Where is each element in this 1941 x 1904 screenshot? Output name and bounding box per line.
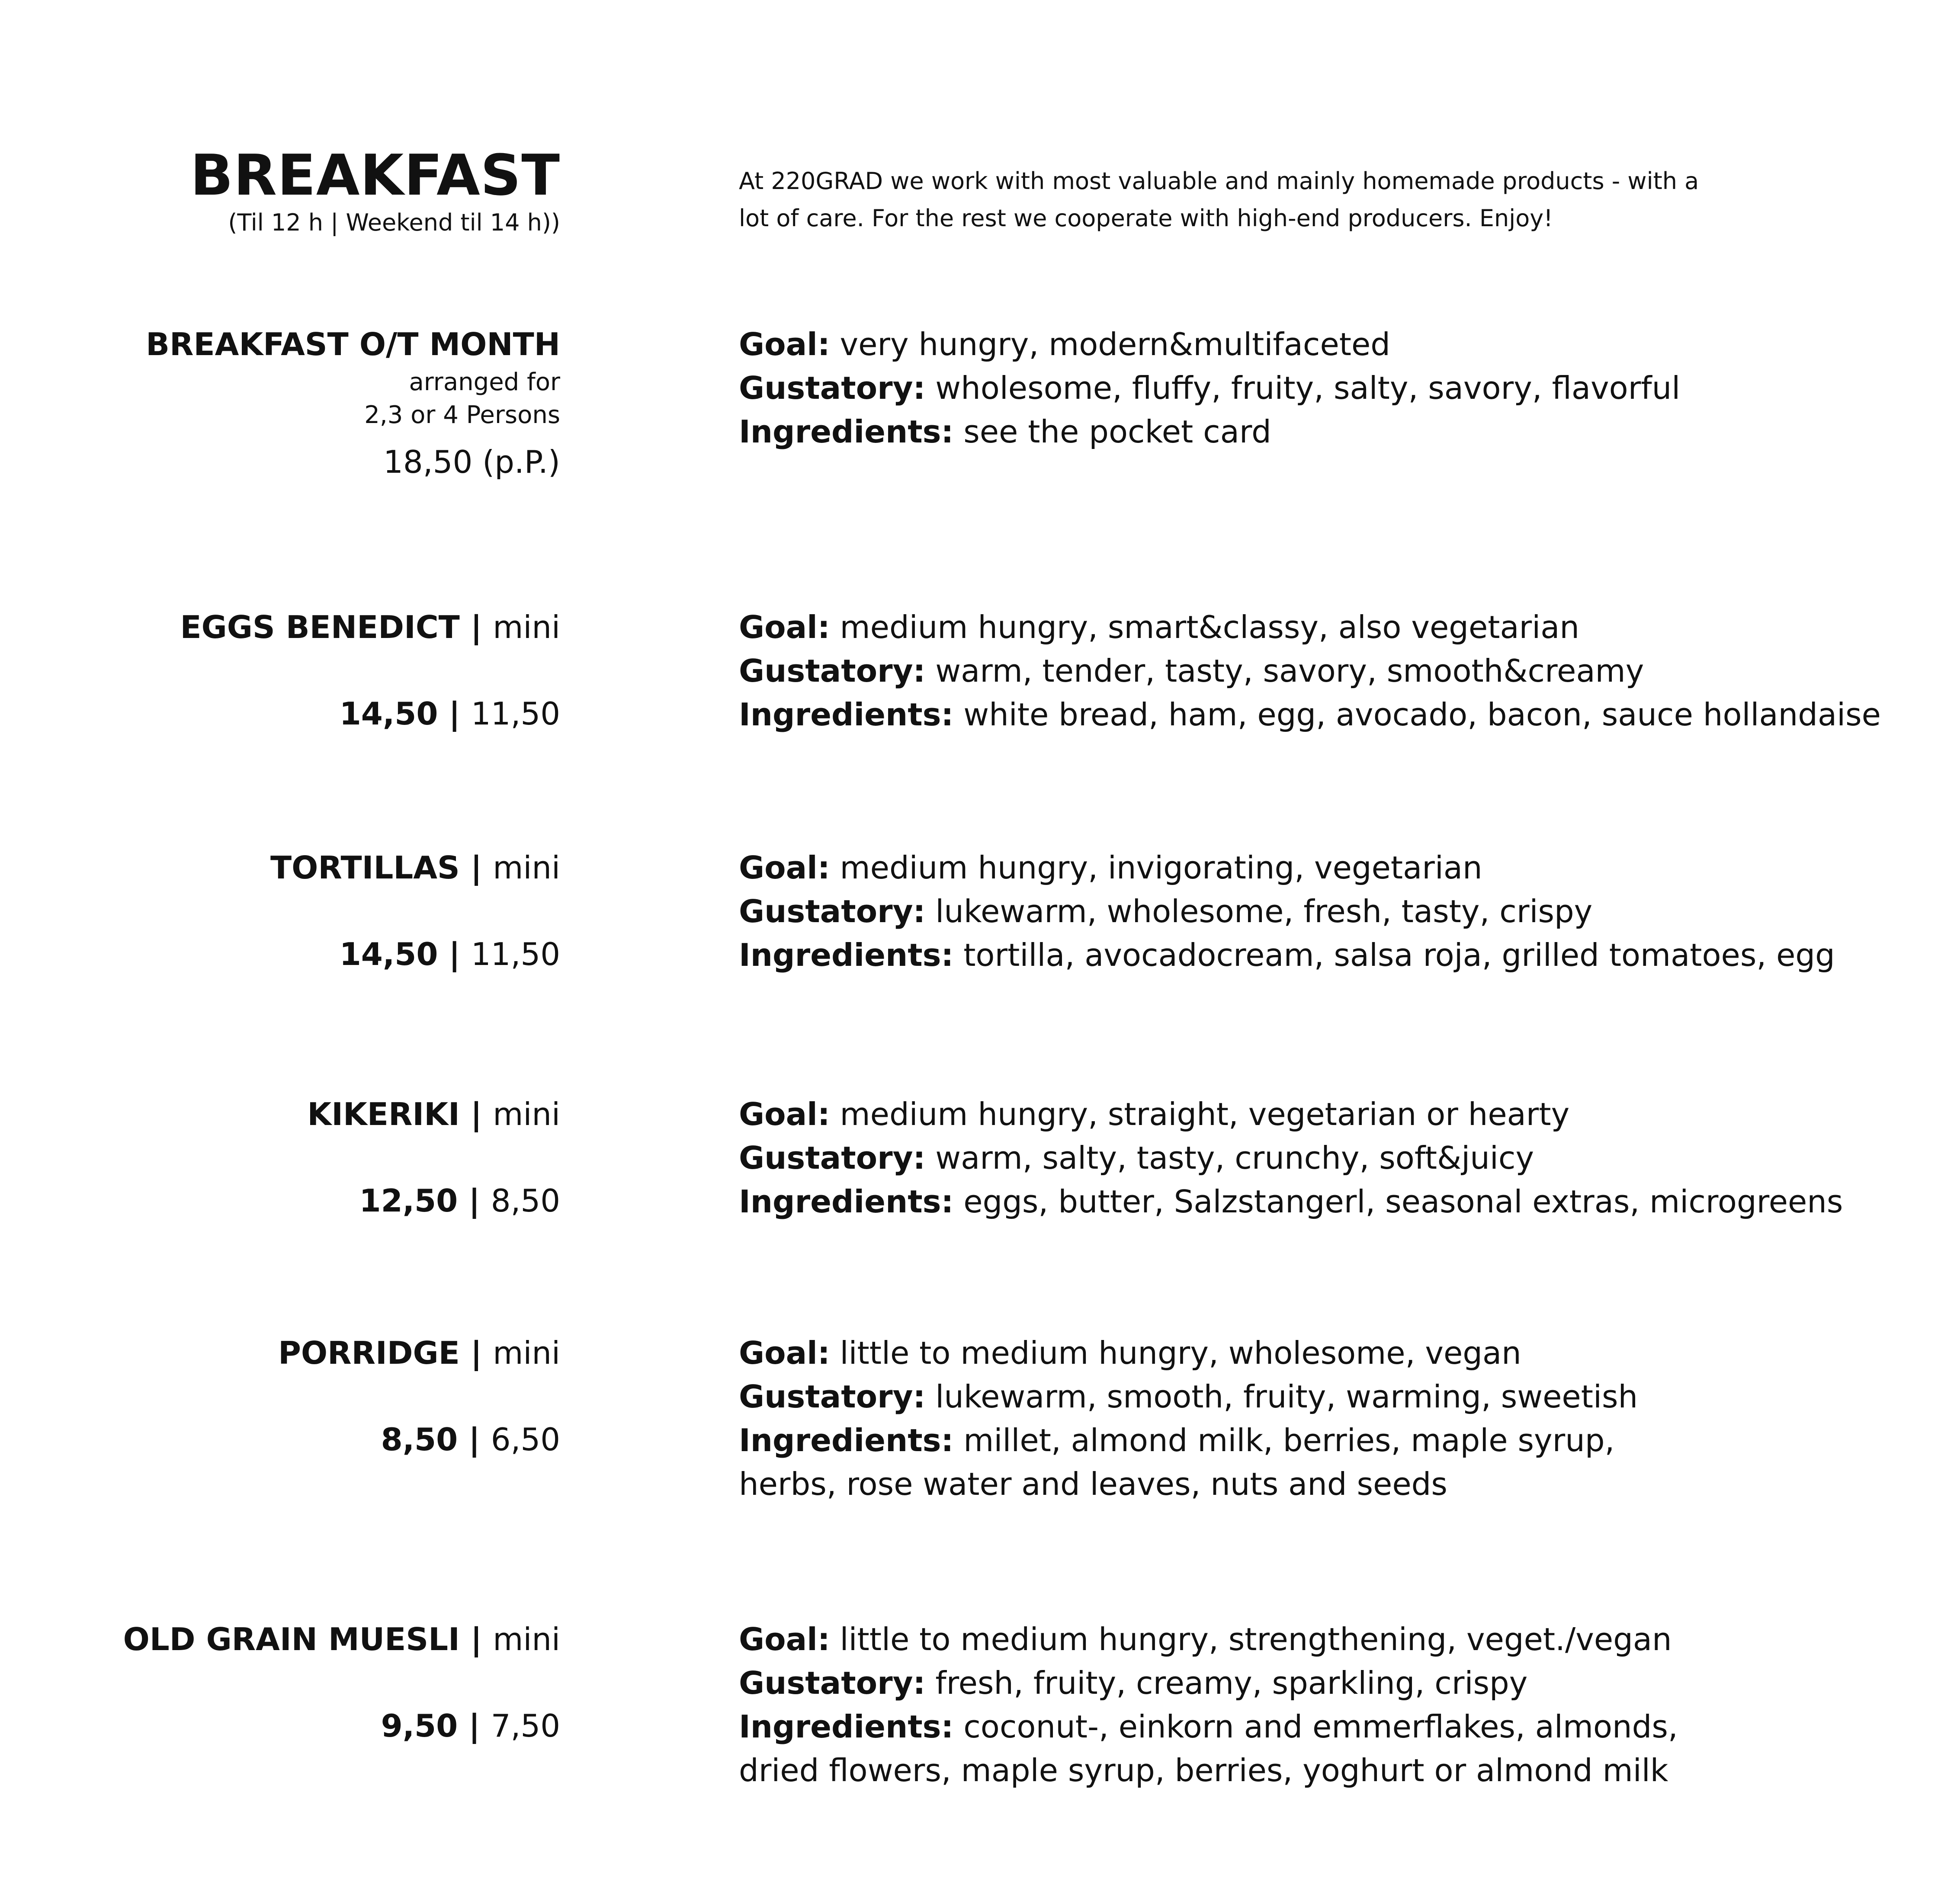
gustatory-text: lukewarm, wholesome, fresh, tasty, crispy [935,893,1593,930]
page-title: BREAKFAST [190,142,560,208]
item-name-line [0,1331,560,1375]
item-name: TORTILLAS [270,849,460,886]
item-description [739,1093,1915,1224]
goal-label: Goal: [739,1096,830,1132]
ingredients-label: Ingredients: [739,1183,954,1220]
item-name: BREAKFAST O/T MONTH [146,326,560,362]
goal-label: Goal: [739,1621,830,1657]
ingredients-text: millet, almond milk, berries, maple syrup, herbs, rose water and leaves, nuts and seeds [739,1422,1615,1502]
separator: | [458,1421,491,1458]
gustatory-text: warm, tender, tasty, savory, smooth&creamy [935,653,1644,689]
goal-line [739,1618,1747,1661]
gustatory-line [739,366,1915,410]
menu-item-breakfast-month [0,323,560,484]
goal-text: very hungry, modern&multifaceted [840,326,1390,362]
item-price: 14,50 [339,936,438,972]
ingredients-label: Ingredients: [739,1708,954,1745]
item-description [739,1618,1747,1792]
gustatory-label: Gustatory: [739,1665,926,1701]
ingredients-text: coconut-, einkorn and emmerflakes, almonds, dried flowers, maple syrup, berries, yoghurt or almond milk [739,1708,1678,1789]
item-description [739,323,1915,454]
intro-line: lot of care. For the rest we cooperate with high-end producers. Enjoy! [739,205,1553,232]
opening-hours: (Til 12 h | Weekend til 14 h)) [228,209,560,236]
item-arranged-note: arranged for [409,368,560,396]
ingredients-text: eggs, butter, Salzstangerl, seasonal extras, microgreens [963,1183,1843,1220]
gustatory-label: Gustatory: [739,893,926,930]
goal-line [739,846,1915,890]
gustatory-line [739,1136,1915,1180]
ingredients-line [739,1419,1716,1506]
gustatory-text: warm, salty, tasty, crunchy, soft&juicy [935,1140,1534,1176]
item-price-line [0,692,560,735]
item-mini-label: mini [493,609,560,645]
item-mini-label: mini [493,1335,560,1371]
item-price-mini: 7,50 [491,1708,560,1744]
separator: | [459,1335,493,1371]
item-price-line [0,1704,560,1747]
item-mini-label: mini [493,1096,560,1132]
item-price-line [0,1418,560,1461]
item-mini-label: mini [493,849,560,886]
gustatory-label: Gustatory: [739,653,926,689]
item-name: KIKERIKI [307,1096,460,1132]
item-price: 8,50 [381,1421,458,1458]
item-price: 18,50 (p.P.) [383,444,560,480]
gustatory-text: fresh, fruity, creamy, sparkling, crispy [935,1665,1528,1701]
goal-label: Goal: [739,849,830,886]
item-name: PORRIDGE [278,1335,460,1371]
separator: | [459,1621,493,1657]
goal-line [739,606,1915,649]
separator: | [438,696,471,732]
ingredients-label: Ingredients: [739,937,954,973]
goal-text: medium hungry, invigorating, vegetarian [840,849,1482,886]
menu-item-tortillas [0,846,560,976]
ingredients-label: Ingredients: [739,1422,954,1458]
item-price: 12,50 [359,1183,458,1219]
gustatory-line [739,1375,1716,1419]
menu-item-eggs-benedict [0,606,560,735]
menu-header [0,143,560,238]
goal-line [739,1331,1716,1375]
item-price-line [0,933,560,976]
menu-item-porridge [0,1331,560,1461]
item-price-mini: 8,50 [491,1183,560,1219]
ingredients-text: white bread, ham, egg, avocado, bacon, sauce hollandaise [963,696,1881,733]
goal-label: Goal: [739,1335,830,1371]
item-name-line [0,1618,560,1661]
goal-label: Goal: [739,326,830,362]
gustatory-line [739,649,1915,693]
intro-text [739,163,1915,237]
gustatory-label: Gustatory: [739,1140,926,1176]
item-price-mini: 6,50 [491,1421,560,1458]
ingredients-line [739,410,1915,454]
goal-text: little to medium hungry, wholesome, vegan [840,1335,1521,1371]
gustatory-label: Gustatory: [739,1378,926,1415]
gustatory-text: wholesome, fluffy, fruity, salty, savory, flavorful [935,370,1681,406]
item-mini-label: mini [493,1621,560,1657]
item-arranged-note: 2,3 or 4 Persons [364,401,560,429]
ingredients-line [739,933,1915,977]
ingredients-line [739,693,1915,737]
item-description [739,846,1915,977]
goal-text: little to medium hungry, strengthening, veget./vegan [840,1621,1672,1657]
separator: | [458,1708,491,1744]
item-name-line [0,846,560,889]
item-price: 9,50 [381,1708,458,1744]
item-name: EGGS BENEDICT [180,609,460,645]
gustatory-line [739,890,1915,933]
ingredients-line [739,1705,1747,1792]
gustatory-text: lukewarm, smooth, fruity, warming, sweetish [935,1378,1638,1415]
goal-line [739,1093,1915,1136]
item-name: OLD GRAIN MUESLI [123,1621,460,1657]
ingredients-text: see the pocket card [963,413,1271,450]
item-description [739,606,1915,737]
item-price-mini: 11,50 [471,696,560,732]
separator: | [459,849,493,886]
item-price: 14,50 [339,696,438,732]
menu-item-old-grain-muesli [0,1618,560,1747]
separator: | [459,1096,493,1132]
ingredients-text: tortilla, avocadocream, salsa roja, grilled tomatoes, egg [963,937,1835,973]
intro-line: At 220GRAD we work with most valuable and mainly homemade products - with a [739,167,1699,195]
goal-line [739,323,1915,366]
ingredients-label: Ingredients: [739,413,954,450]
gustatory-label: Gustatory: [739,370,926,406]
gustatory-line [739,1661,1747,1705]
item-name-line [0,1093,560,1136]
goal-label: Goal: [739,609,830,645]
separator: | [458,1183,491,1219]
menu-item-kikeriki [0,1093,560,1222]
item-description [739,1331,1716,1506]
separator: | [459,609,493,645]
item-name-line [0,606,560,649]
ingredients-line [739,1180,1915,1224]
ingredients-label: Ingredients: [739,696,954,733]
item-price-line [0,1179,560,1222]
separator: | [438,936,471,972]
goal-text: medium hungry, smart&classy, also vegetarian [840,609,1579,645]
item-price-mini: 11,50 [471,936,560,972]
goal-text: medium hungry, straight, vegetarian or hearty [840,1096,1570,1132]
